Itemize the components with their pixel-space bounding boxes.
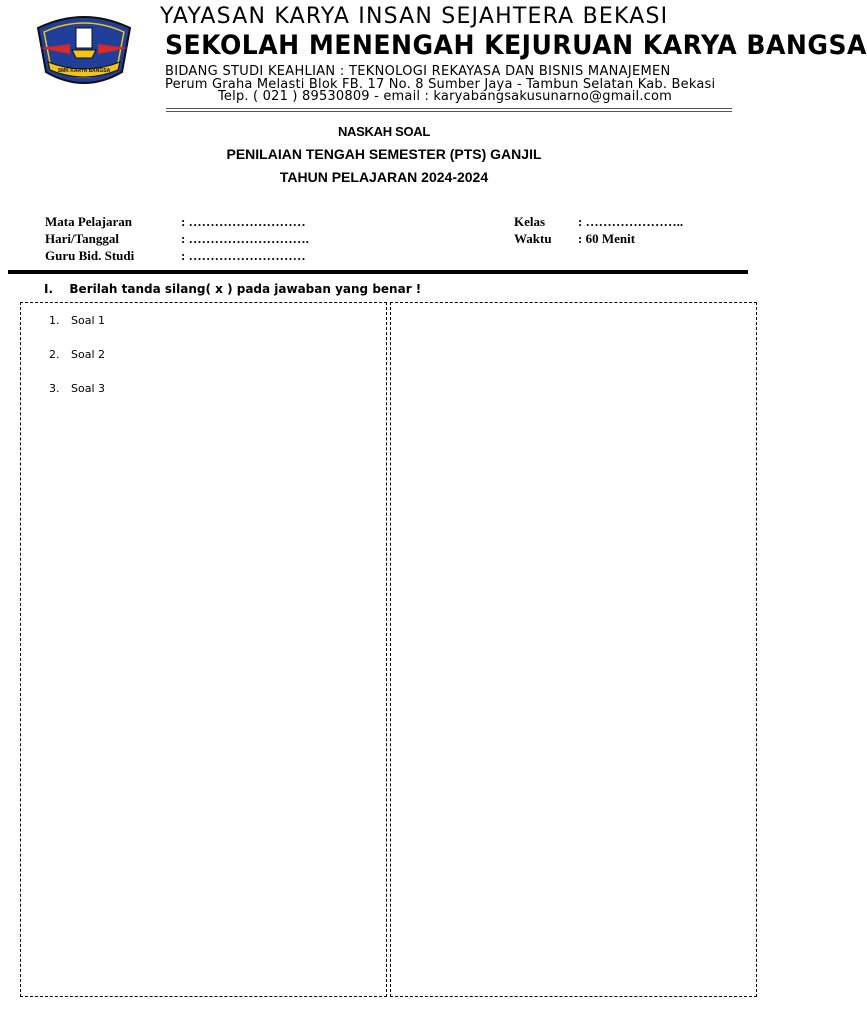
question-text: Soal 3	[71, 382, 106, 395]
school-name: SEKOLAH MENENGAH KEJURUAN KARYA BANGSA	[165, 30, 867, 61]
question-text: Soal 2	[71, 348, 106, 361]
class-value: : …………………..	[578, 214, 684, 229]
exam-title: PENILAIAN TENGAH SEMESTER (PTS) GANJIL	[226, 146, 542, 162]
section-number: I.	[44, 282, 54, 296]
day-value: : ……………………….	[181, 231, 309, 246]
class-label: Kelas	[514, 214, 546, 229]
school-address: Perum Graha Melasti Blok FB. 17 No. 8 Sumber Jaya - Tambun Selatan Kab. Bekasi	[165, 77, 716, 92]
subject-label: Mata Pelajaran	[45, 214, 133, 229]
letterhead-rule-top	[166, 108, 732, 109]
doc-title: NASKAH SOAL	[337, 124, 431, 139]
school-contact: Telp. ( 021 ) 89530809 - email : karyabangsakusunarno@gmail.com	[218, 89, 673, 104]
section-heading	[44, 282, 421, 296]
time-label: Waktu	[514, 231, 552, 246]
question-column-right	[390, 302, 757, 997]
time-value: : 60 Menit	[578, 231, 636, 246]
question-number: 2.	[49, 348, 60, 361]
teacher-value: : ………………………	[181, 248, 306, 263]
section-divider	[8, 270, 748, 274]
letterhead-rule-bottom	[166, 111, 732, 112]
question-number: 1.	[49, 314, 60, 327]
question-number: 3.	[49, 382, 60, 395]
study-field: BIDANG STUDI KEAHLIAN : TEKNOLOGI REKAYASA DAN BISNIS MANAJEMEN	[165, 64, 671, 79]
subject-value: : ………………………	[181, 214, 306, 229]
section-instruction: Berilah tanda silang( x ) pada jawaban yang benar !	[69, 282, 422, 296]
logo-ribbon-text: SMK KARYA BANGSA	[57, 68, 111, 74]
question-column-left	[20, 302, 387, 997]
question-text: Soal 1	[71, 314, 106, 327]
teacher-label: Guru Bid. Studi	[45, 248, 135, 263]
day-label: Hari/Tanggal	[45, 231, 119, 246]
foundation-name: YAYASAN KARYA INSAN SEJAHTERA BEKASI	[160, 4, 669, 29]
school-logo	[30, 10, 138, 90]
academic-year: TAHUN PELAJARAN 2024-2024	[279, 169, 489, 185]
